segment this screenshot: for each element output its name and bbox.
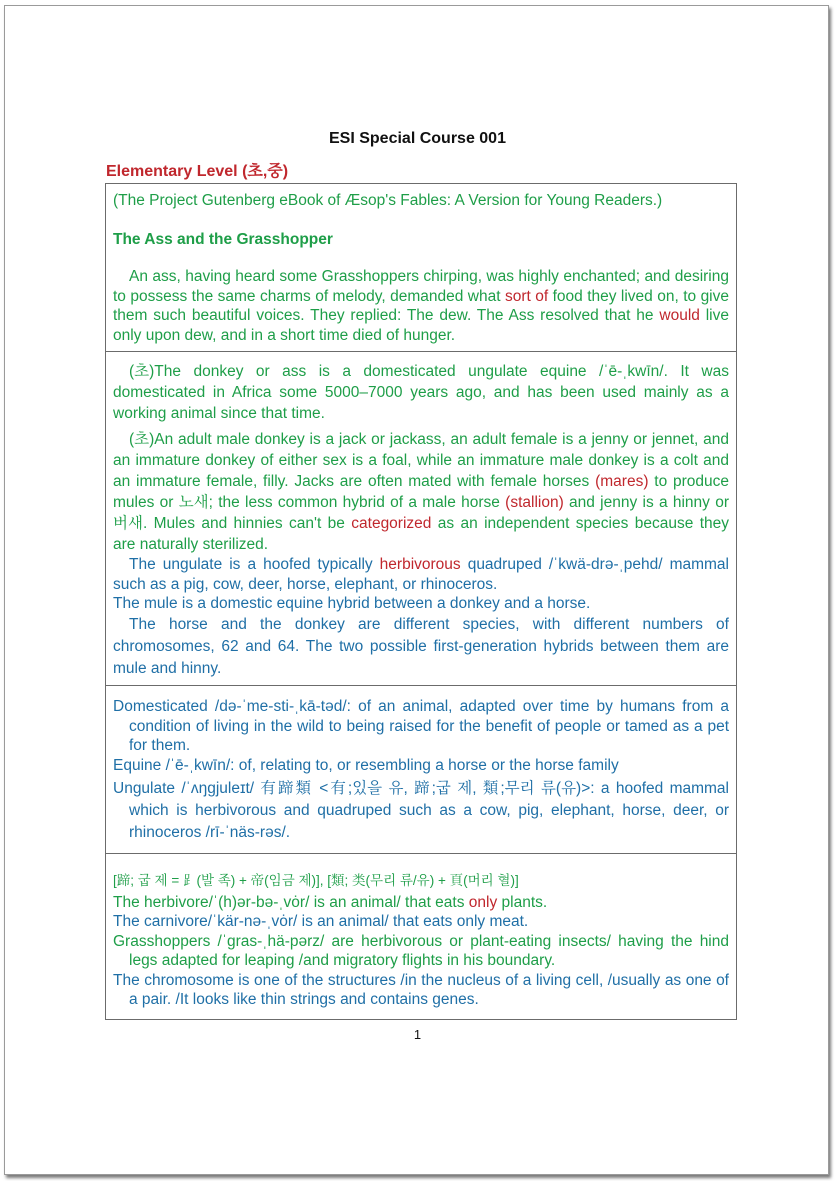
definition-ungulate: Ungulate /ˈʌŋgjuleɪt/ 有蹄類 <有;있을 유, 蹄;굽 제, 類;무리 류(유)>: a hoofed mammal which is herbivorous and quadruped such as a cow, pig, elephant, horse, deer, or rhinoceros /rī-ˈnäs-rəs/. [113,780,729,841]
donkey-paragraph-2: (초)An adult male donkey is a jack or jackass, an adult female is a jenny or jennet, and an immature donkey of either sex is a foal, while an immature male donkey is a colt and an immature female, filly. Jacks are often mated with female horses (mares) to produce mules or 노새; the less common hybrid of a male horse (stallion) and jenny is a hinny or 버새. Mules and hinnies can't be categorized as an independent species because they are naturally sterilized. [113,431,730,553]
ungulate-paragraph: The ungulate is a hoofed typically herbivorous quadruped /ˈkwä-drə-ˌpehd/ mammal such as a pig, cow, deer, horse, elephant, or rhinoceros. [113,556,729,593]
document-title: ESI Special Course 001 [329,130,506,147]
chromosome-paragraph: The horse and the donkey are different species, with different numbers of chromosomes, 62 and 64. The two possible first-generation hybrids between them are mule and hinny. [113,615,729,677]
hanja-etymology: [蹄; 굽 제 = ⻊(발 족) + 帝(임금 제)], [類; 类(무리 류/유) + 頁(머리 혈)] [113,873,519,888]
level-heading: Elementary Level (초,중) [106,163,289,180]
donkey-facts-box [105,351,737,686]
fable-box [105,183,737,352]
vocabulary-box [105,853,737,1020]
chromosome-line: The chromosome is one of the structures /in the nucleus of a living cell, /usually as one of a pair. /It looks like thin strings and contains genes. [113,971,729,1008]
donkey-paragraph-1: (초)The donkey or ass is a domesticated ungulate equine /ˈē-ˌkwīn/. It was domesticated in Africa some 5000–7000 years ago, and has been used mainly as a working animal since that time. [113,363,729,422]
source-line: (The Project Gutenberg eBook of Æsop's Fables: A Version for Young Readers.) [113,192,663,209]
grasshoppers-line: Grasshoppers /ˈgras-ˌhä-pərz/ are herbivorous or plant-eating insects/ having the hind legs adapted for leaping /and migratory flights in his boundary. [113,932,729,969]
story-title: The Ass and the Grasshopper [113,230,333,248]
page-number: 1 [413,1027,422,1042]
highlight-would: would [659,307,700,324]
mule-paragraph: The mule is a domestic equine hybrid between a donkey and a horse. [113,595,591,612]
herbivore-line: The herbivore/ˈ(h)ər-bə-ˌvȯr/ is an animal/ that eats only plants. [113,893,548,911]
carnivore-line: The carnivore/ˈkär-nə-ˌvȯr/ is an animal/ that eats only meat. [113,913,529,930]
highlight-sort-of: sort of [504,287,549,305]
definition-equine: Equine /ˈē-ˌkwīn/: of, relating to, or resembling a horse or the horse family [113,756,619,774]
story-text: An ass, having heard some Grasshoppers chirping, was highly enchanted; and desiring to possess the same charms of melody, demanded what sort of food they lived on, to give them such beautiful voices. They replied: The dew. The Ass resolved that he would live only upon dew, and in a short time died of hunger. [113,268,729,344]
definitions-box [105,685,737,854]
definition-domesticated: Domesticated /də-ˈme-sti-ˌkā-təd/: of an animal, adapted over time by humans from a condition of living in the wild to being raised for the benefit of people or tamed as a pet for them. [113,698,729,754]
